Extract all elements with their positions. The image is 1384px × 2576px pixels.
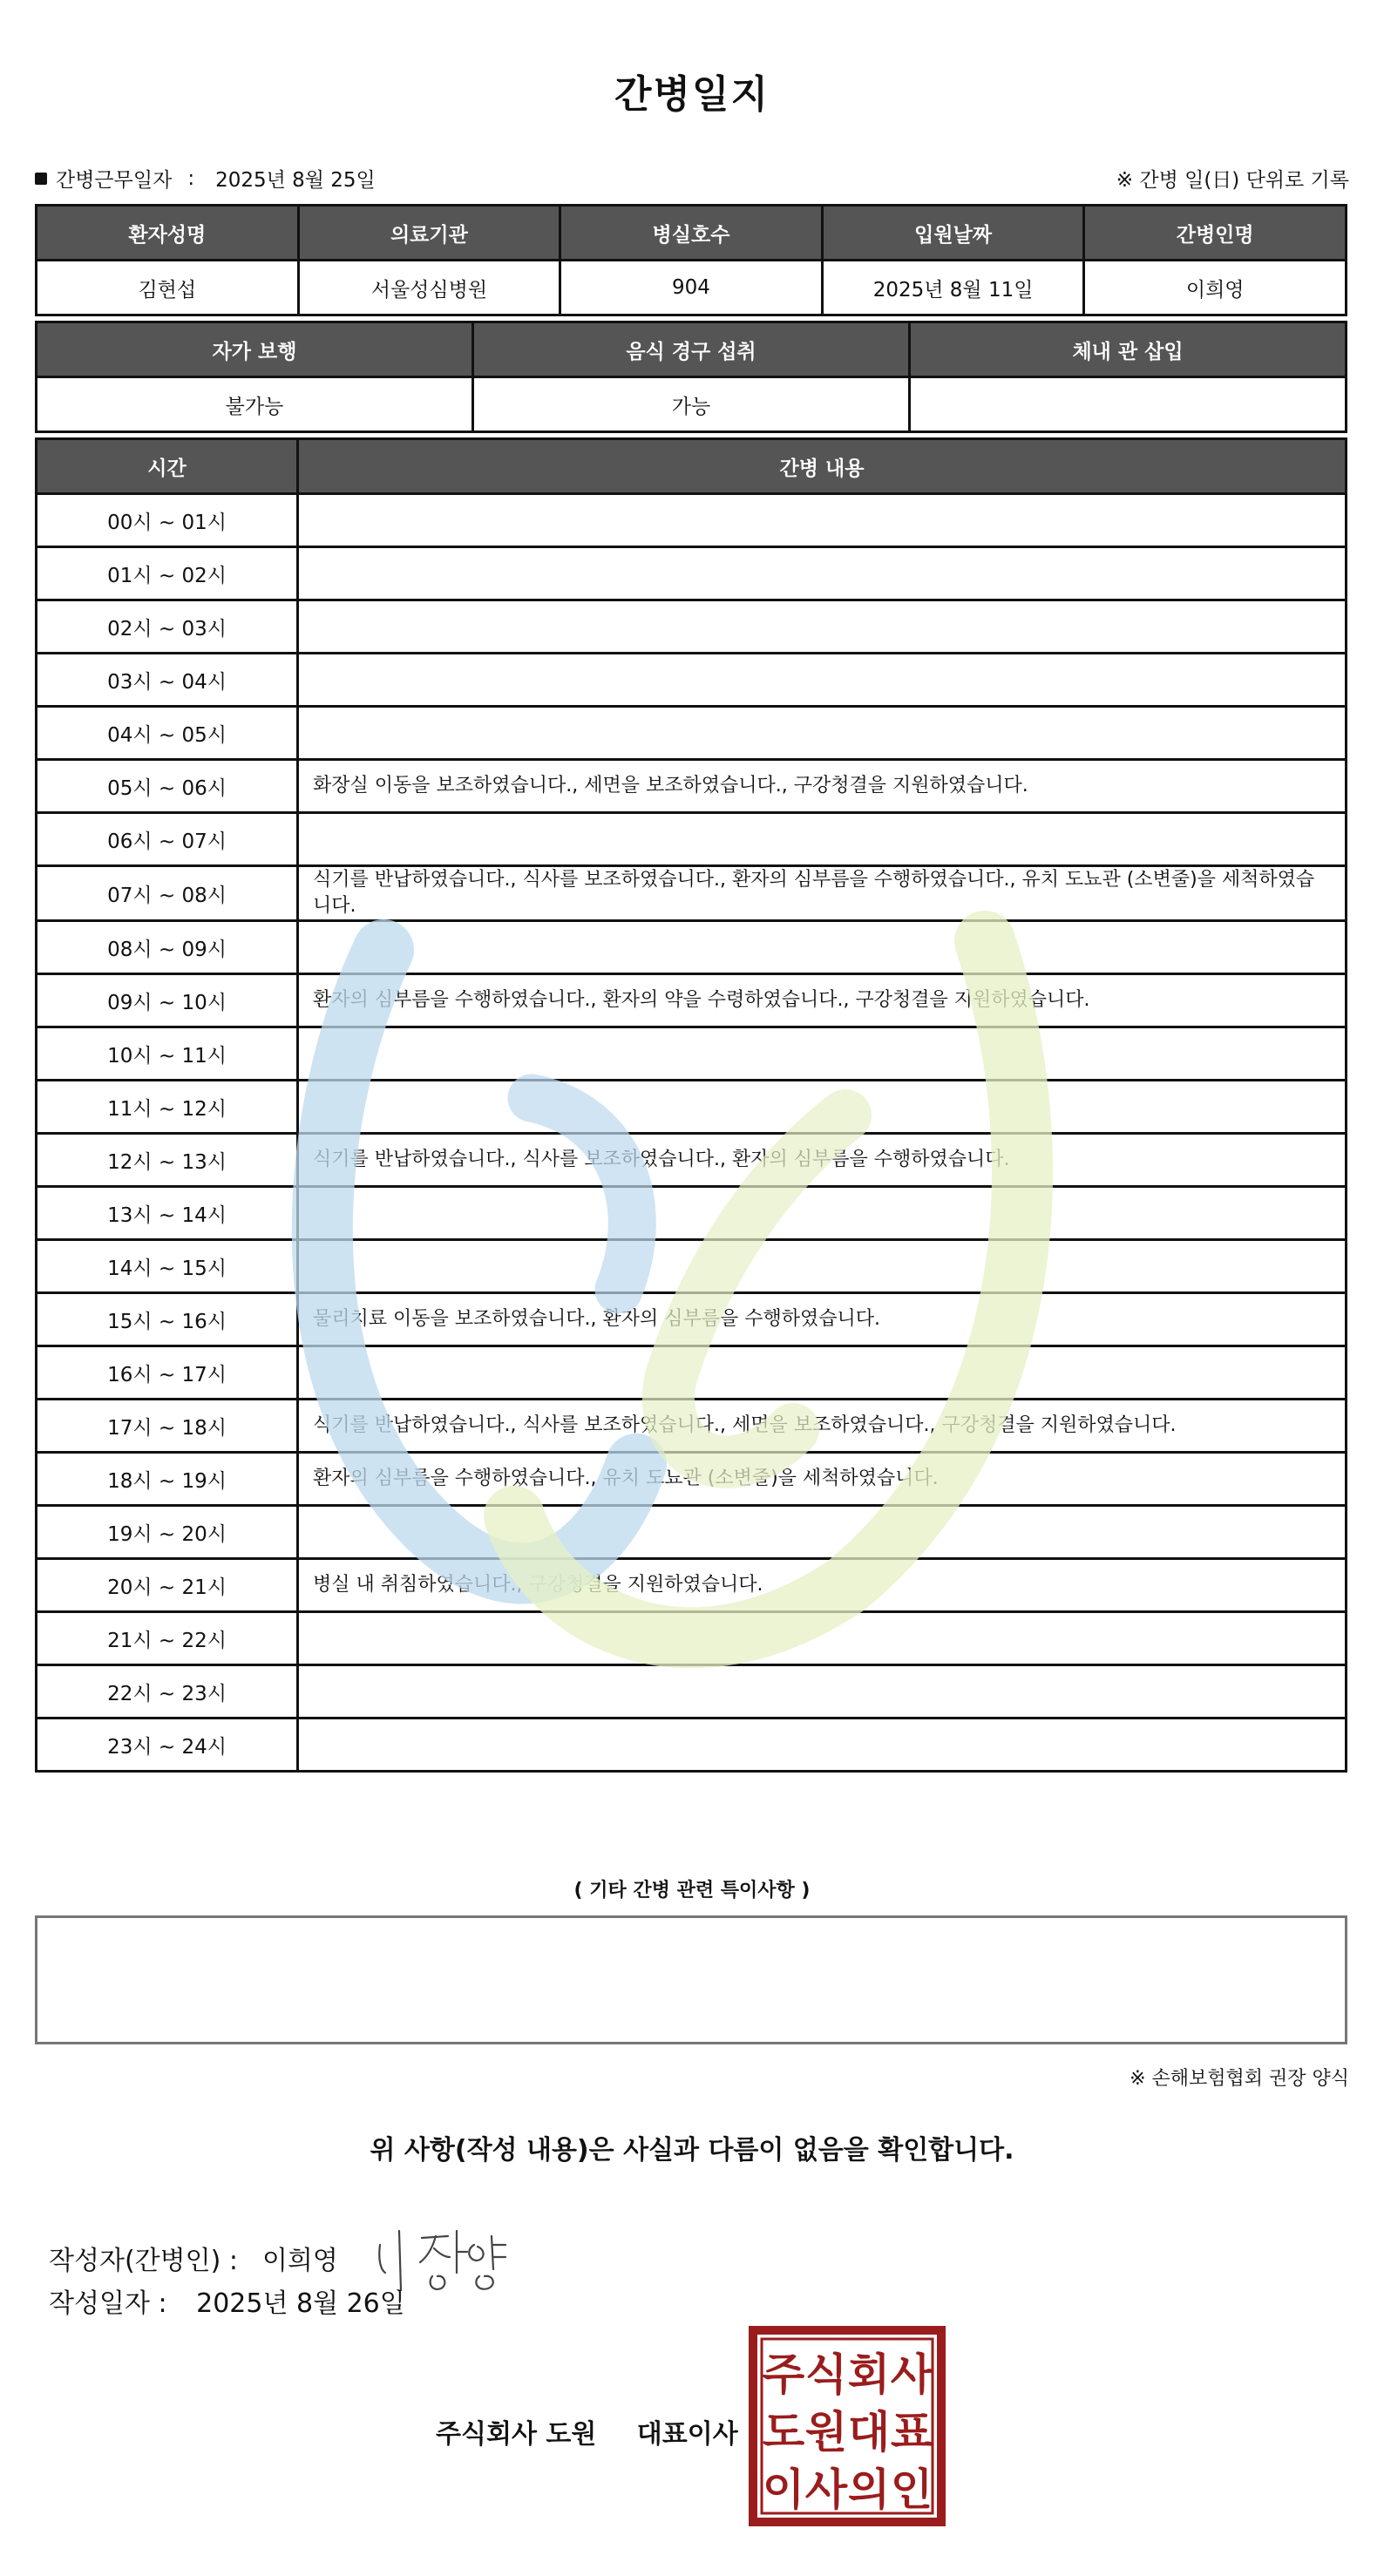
header-caregiver-name: 간병인명 <box>1084 206 1347 261</box>
care-row-time: 07시 ~ 08시 <box>37 866 298 921</box>
care-row <box>37 494 1347 547</box>
seal-character: 원 <box>804 2407 848 2457</box>
bullet-square-icon <box>35 173 47 185</box>
care-row-content <box>298 1240 1347 1293</box>
care-row-content <box>298 1081 1347 1134</box>
tube-insertion <box>910 377 1347 432</box>
care-row <box>37 1293 1347 1346</box>
care-row-time: 08시 ~ 09시 <box>37 921 298 974</box>
room-number: 904 <box>560 261 823 315</box>
care-row <box>37 654 1347 707</box>
oral-intake: 가능 <box>473 377 910 432</box>
special-notes-title: ( 기타 간병 관련 특이사항 ) <box>573 1880 811 1901</box>
care-row <box>37 974 1347 1027</box>
writer-name: 이희영 <box>261 2246 338 2276</box>
work-date-colon: : <box>187 166 195 190</box>
care-row-content <box>298 1718 1347 1772</box>
company-line <box>436 2412 738 2451</box>
care-row <box>37 1134 1347 1187</box>
care-row-content: 병실 내 취침하였습니다., 구강청결을 지원하였습니다. <box>298 1559 1347 1612</box>
care-row-time: 11시 ~ 12시 <box>37 1081 298 1134</box>
care-row <box>37 1027 1347 1081</box>
care-row-content <box>298 1612 1347 1665</box>
seal-character: 이 <box>762 2464 805 2515</box>
header-self-walking: 자가 보행 <box>37 322 473 377</box>
care-row-time: 22시 ~ 23시 <box>37 1665 298 1718</box>
care-row-content: 식기를 반납하였습니다., 식사를 보조하였습니다., 세면을 보조하였습니다., 구강청결을 지원하였습니다. <box>298 1400 1347 1453</box>
care-row <box>37 813 1347 866</box>
header-admission-date: 입원날짜 <box>822 206 1084 261</box>
care-row <box>37 921 1347 974</box>
care-row-time: 15시 ~ 16시 <box>37 1293 298 1346</box>
header-tube-insertion: 체내 관 삽입 <box>910 322 1347 377</box>
care-row-time: 03시 ~ 04시 <box>37 654 298 707</box>
work-date-line <box>35 164 376 193</box>
care-row <box>37 1187 1347 1240</box>
care-row-content <box>298 1506 1347 1559</box>
care-row-time: 05시 ~ 06시 <box>37 760 298 813</box>
header-care-content: 간병 내용 <box>298 439 1347 494</box>
care-row <box>37 760 1347 813</box>
seal-character: 회 <box>847 2349 891 2400</box>
special-notes-box <box>35 1915 1347 2044</box>
seal-character: 사 <box>804 2464 848 2515</box>
care-row <box>37 1346 1347 1400</box>
admission-date: 2025년 8월 11일 <box>822 261 1084 315</box>
care-row-time: 01시 ~ 02시 <box>37 547 298 600</box>
seal-character: 주 <box>762 2349 805 2400</box>
company-name: 주식회사 도원 <box>436 2419 597 2450</box>
header-time: 시간 <box>37 439 298 494</box>
patient-status-table <box>35 321 1347 433</box>
header-patient-name: 환자성명 <box>37 206 299 261</box>
care-row-content: 식기를 반납하였습니다., 식사를 보조하였습니다., 환자의 심부름을 수행하였습니다. <box>298 1134 1347 1187</box>
care-row-time: 23시 ~ 24시 <box>37 1718 298 1772</box>
hospital: 서울성심병원 <box>298 261 560 315</box>
care-row-content <box>298 654 1347 707</box>
care-row-content: 환자의 심부름을 수행하였습니다., 환자의 약을 수령하였습니다., 구강청결을 지원하였습니다. <box>298 974 1347 1027</box>
writer-label: 작성자(간병인) : <box>49 2246 238 2276</box>
care-row-content <box>298 707 1347 760</box>
care-row-content <box>298 1346 1347 1400</box>
care-row <box>37 1506 1347 1559</box>
care-row <box>37 600 1347 654</box>
care-row <box>37 1081 1347 1134</box>
care-row-content <box>298 1665 1347 1718</box>
care-row-content <box>298 921 1347 974</box>
care-row-content <box>298 1027 1347 1081</box>
care-row-time: 02시 ~ 03시 <box>37 600 298 654</box>
patient-name: 김현섭 <box>37 261 299 315</box>
written-date-line <box>49 2281 405 2320</box>
care-row-time: 19시 ~ 20시 <box>37 1506 298 1559</box>
care-row-time: 09시 ~ 10시 <box>37 974 298 1027</box>
self-walking: 불가능 <box>37 377 473 432</box>
care-row-content: 화장실 이동을 보조하였습니다., 세면을 보조하였습니다., 구강청결을 지원하였습니다. <box>298 760 1347 813</box>
header-oral-intake: 음식 경구 섭취 <box>473 322 910 377</box>
care-row-time: 00시 ~ 01시 <box>37 494 298 547</box>
seal-character: 인 <box>890 2464 933 2515</box>
care-row-time: 17시 ~ 18시 <box>37 1400 298 1453</box>
care-row-time: 06시 ~ 07시 <box>37 813 298 866</box>
seal-character: 사 <box>890 2349 933 2400</box>
caregiver-name: 이희영 <box>1084 261 1347 315</box>
seal-character: 도 <box>762 2407 805 2457</box>
care-row-time: 14시 ~ 15시 <box>37 1240 298 1293</box>
written-date-label: 작성일자 : <box>49 2288 167 2319</box>
care-row-content <box>298 547 1347 600</box>
care-row <box>37 1240 1347 1293</box>
care-row <box>37 1612 1347 1665</box>
care-row-content <box>298 813 1347 866</box>
care-row-content <box>298 600 1347 654</box>
seal-character: 의 <box>847 2464 891 2515</box>
confirmation-statement: 위 사항(작성 내용)은 사실과 다름이 없음을 확인합니다. <box>370 2135 1014 2166</box>
company-seal-stamp <box>748 2325 946 2527</box>
care-row <box>37 1665 1347 1718</box>
header-room-number: 병실호수 <box>560 206 823 261</box>
document-title: 간병일지 <box>614 72 770 117</box>
unit-note: ※ 간병 일(日) 단위로 기록 <box>1116 169 1349 192</box>
header-hospital: 의료기관 <box>298 206 560 261</box>
care-row <box>37 707 1347 760</box>
care-row-content: 식기를 반납하였습니다., 식사를 보조하였습니다., 환자의 심부름을 수행하였습니다., 유치 도뇨관 (소변줄)을 세척하였습니다. <box>298 866 1347 921</box>
care-row-time: 10시 ~ 11시 <box>37 1027 298 1081</box>
seal-character: 식 <box>804 2349 848 2400</box>
care-row-time: 12시 ~ 13시 <box>37 1134 298 1187</box>
seal-character: 표 <box>890 2407 933 2457</box>
care-row <box>37 1400 1347 1453</box>
care-row-time: 20시 ~ 21시 <box>37 1559 298 1612</box>
patient-info-table <box>35 204 1347 316</box>
company-representative: 대표이사 <box>636 2419 738 2450</box>
work-date-value: 2025년 8월 25일 <box>215 169 376 192</box>
care-row-time: 18시 ~ 19시 <box>37 1453 298 1506</box>
care-row-content: 환자의 심부름을 수행하였습니다., 유치 도뇨관 (소변줄)을 세척하였습니다. <box>298 1453 1347 1506</box>
care-row <box>37 1453 1347 1506</box>
care-log-table <box>35 437 1347 1773</box>
care-row-content: 물리치료 이동을 보조하였습니다., 환자의 심부름을 수행하였습니다. <box>298 1293 1347 1346</box>
care-row-time: 21시 ~ 22시 <box>37 1612 298 1665</box>
care-row <box>37 1718 1347 1772</box>
care-row <box>37 1559 1347 1612</box>
work-date-label: 간병근무일자 <box>56 169 173 192</box>
care-row-time: 16시 ~ 17시 <box>37 1346 298 1400</box>
care-row-time: 04시 ~ 05시 <box>37 707 298 760</box>
care-row <box>37 547 1347 600</box>
seal-character: 대 <box>847 2407 891 2457</box>
written-date-value: 2025년 8월 26일 <box>196 2288 405 2319</box>
care-row <box>37 866 1347 921</box>
care-row-content <box>298 1187 1347 1240</box>
care-row-content <box>298 494 1347 547</box>
care-row-time: 13시 ~ 14시 <box>37 1187 298 1240</box>
source-note: ※ 손해보험협회 권장 양식 <box>1130 2068 1349 2090</box>
